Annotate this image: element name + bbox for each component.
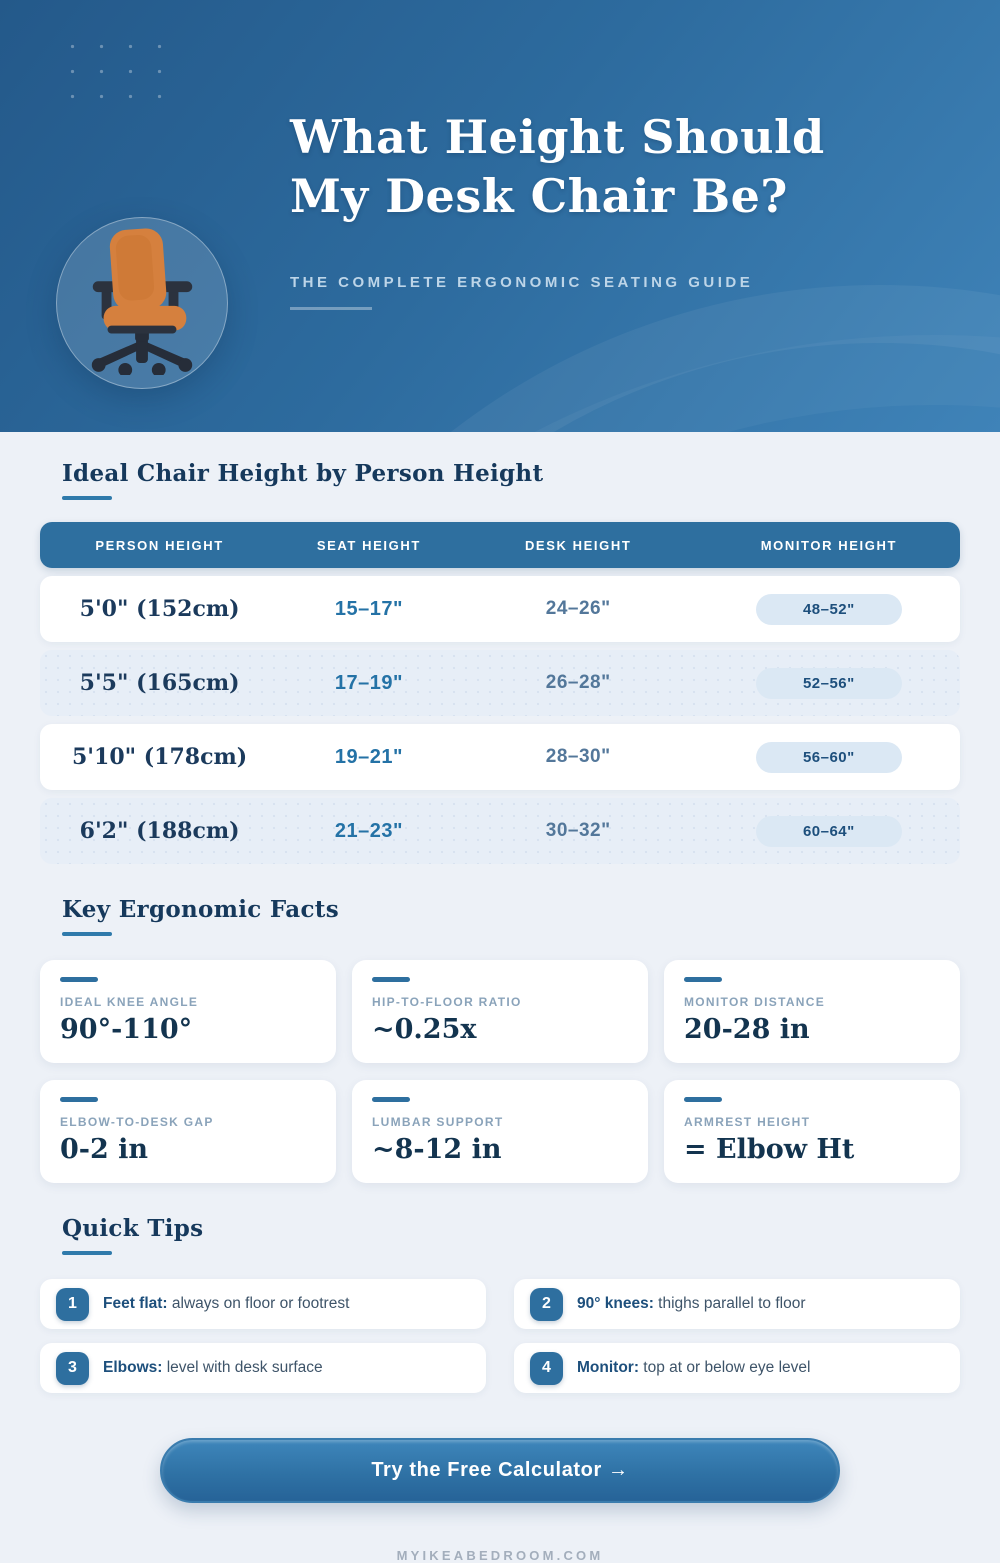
tip-card-feet-flat	[40, 1279, 486, 1329]
fact-value: = Elbow Ht	[684, 1134, 855, 1165]
tip-card-elbows	[40, 1343, 486, 1393]
fact-label: MONITOR DISTANCE	[684, 995, 826, 1009]
tip-label: 90° knees:	[577, 1295, 654, 1312]
table-row	[40, 724, 960, 790]
chair-badge	[56, 217, 228, 389]
fact-card-knee-angle	[40, 960, 336, 1063]
fact-value: ~0.25x	[372, 1014, 477, 1045]
fact-value: ~8-12 in	[372, 1134, 502, 1165]
cta-container	[40, 1438, 960, 1503]
table-row	[40, 798, 960, 864]
tip-card-monitor	[514, 1343, 960, 1393]
person-height-cell: 5'10" (178cm)	[71, 744, 248, 770]
tip-number-badge: 1	[56, 1288, 89, 1321]
seat-height-cell: 17–19"	[334, 671, 403, 694]
tips-grid	[40, 1279, 960, 1393]
height-table	[40, 522, 960, 864]
tip-text	[103, 1359, 323, 1377]
monitor-height-cell	[698, 816, 960, 847]
tips-section-title: Quick Tips	[62, 1215, 204, 1242]
col-header-desk-height: DESK HEIGHT	[524, 537, 632, 553]
section-title-underline	[62, 932, 112, 936]
monitor-height-badge: 52–56"	[756, 668, 902, 699]
desk-height-cell: 24–26"	[545, 598, 611, 619]
seat-height-cell: 21–23"	[334, 819, 403, 842]
monitor-height-badge: 60–64"	[756, 816, 902, 847]
fact-card-hip-floor-ratio	[352, 960, 648, 1063]
accent-dash	[372, 1097, 410, 1102]
main-content	[0, 432, 1000, 1563]
facts-grid	[40, 960, 960, 1183]
fact-card-monitor-distance	[664, 960, 960, 1063]
facts-section-header	[62, 896, 960, 936]
seat-height-cell: 15–17"	[334, 597, 403, 620]
tip-body: level with desk surface	[166, 1359, 323, 1376]
section-title-underline	[62, 1251, 112, 1255]
fact-card-lumbar-support	[352, 1080, 648, 1183]
monitor-height-badge: 56–60"	[756, 742, 902, 773]
accent-dash	[684, 1097, 722, 1102]
accent-dash	[60, 977, 98, 982]
table-header-row	[40, 522, 960, 568]
fact-label: LUMBAR SUPPORT	[372, 1115, 504, 1129]
page-title	[290, 108, 950, 226]
tip-text	[103, 1295, 349, 1313]
tip-body: top at or below eye level	[643, 1359, 811, 1376]
desk-height-cell: 28–30"	[545, 746, 611, 767]
tip-label: Feet flat:	[103, 1295, 168, 1312]
desk-height-cell: 30–32"	[545, 820, 611, 841]
fact-label: IDEAL KNEE ANGLE	[60, 995, 199, 1009]
monitor-height-cell	[698, 594, 960, 625]
accent-dash	[684, 977, 722, 982]
fact-label: HIP-TO-FLOOR RATIO	[372, 995, 522, 1009]
table-row	[40, 576, 960, 642]
dot-grid-decoration	[58, 34, 183, 112]
tip-label: Elbows:	[103, 1359, 163, 1376]
monitor-height-cell	[698, 742, 960, 773]
person-height-cell: 5'0" (152cm)	[79, 596, 240, 622]
tip-text	[577, 1295, 806, 1313]
desk-height-cell: 26–28"	[545, 672, 611, 693]
tip-number-badge: 2	[530, 1288, 563, 1321]
fact-card-armrest-height	[664, 1080, 960, 1183]
tip-number-badge: 4	[530, 1352, 563, 1385]
hero-header	[0, 0, 1000, 432]
tip-body: always on floor or footrest	[171, 1295, 350, 1312]
page-title-line1: What Height Should	[290, 110, 825, 164]
accent-dash	[60, 1097, 98, 1102]
subtitle-underline	[290, 307, 372, 310]
tip-text	[577, 1359, 810, 1377]
fact-value: 20-28 in	[684, 1014, 810, 1045]
fact-value: 0-2 in	[60, 1134, 149, 1165]
fact-label: ARMREST HEIGHT	[684, 1115, 811, 1129]
page-subtitle: THE COMPLETE ERGONOMIC SEATING GUIDE	[290, 274, 754, 291]
section-title-underline	[62, 496, 112, 500]
tips-section-header	[62, 1215, 960, 1255]
monitor-height-cell	[698, 668, 960, 699]
free-calculator-button[interactable]: Try the Free Calculator →	[160, 1438, 840, 1503]
table-row	[40, 650, 960, 716]
facts-section-title: Key Ergonomic Facts	[62, 896, 339, 923]
tip-card-90-knees	[514, 1279, 960, 1329]
table-section-header	[62, 460, 960, 500]
table-section-title: Ideal Chair Height by Person Height	[62, 460, 544, 487]
fact-card-elbow-desk-gap	[40, 1080, 336, 1183]
fact-label: ELBOW-TO-DESK GAP	[60, 1115, 214, 1129]
accent-dash	[372, 977, 410, 982]
person-height-cell: 5'5" (165cm)	[79, 670, 240, 696]
monitor-height-badge: 48–52"	[756, 594, 902, 625]
tip-body: thighs parallel to floor	[658, 1295, 806, 1312]
col-header-person-height: PERSON HEIGHT	[95, 537, 224, 553]
website-footer: MYIKEABEDROOM.COM	[396, 1548, 604, 1563]
tip-number-badge: 3	[56, 1352, 89, 1385]
page-title-line2: My Desk Chair Be?	[290, 169, 788, 223]
office-chair-icon	[78, 227, 206, 380]
col-header-seat-height: SEAT HEIGHT	[316, 537, 421, 553]
person-height-cell: 6'2" (188cm)	[79, 818, 240, 844]
col-header-monitor-height: MONITOR HEIGHT	[760, 537, 897, 553]
fact-value: 90°-110°	[60, 1014, 193, 1045]
seat-height-cell: 19–21"	[334, 745, 403, 768]
tip-label: Monitor:	[577, 1359, 639, 1376]
